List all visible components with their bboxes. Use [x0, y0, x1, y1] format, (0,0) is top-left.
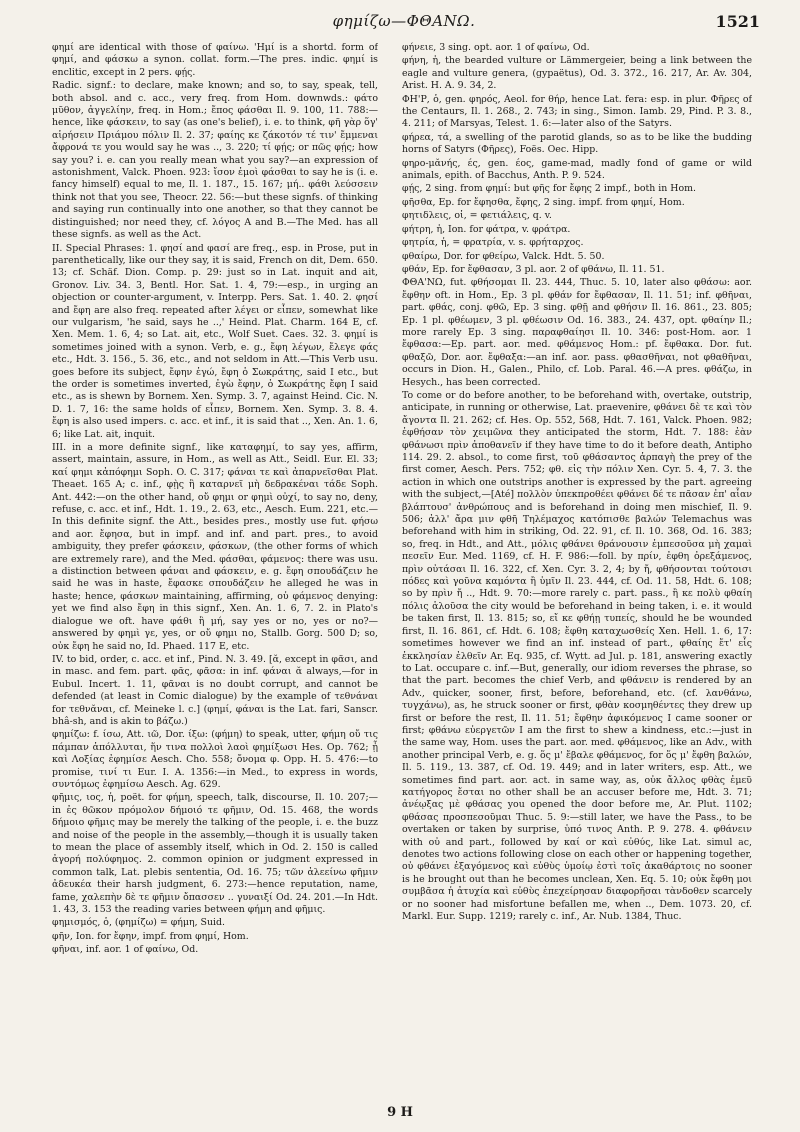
- dictionary-paragraph: To come or do before another, to be beforehand with, overtake, outstrip, anticipate, in running or otherwise, Lat. praevenire, φθάνει δὲ τε καὶ τὸν ἄγοντα Il. 21. 262; cf. Hes. Op. 552, 568, Hdt. 7. 161, Valck. Phoen. 982; ἐφθήσαν τὸν χειμῶνα they anticipated the storm, Hdt. 7. 188: ἐὰν φθάνωσι πρὶν ἀποθανεῖν if they have time to do it before death, Antipho 114. 29. 2. absol., to come first, τοῦ φθάσαντος ἁρπαγὴ the prey of the first comer, Aesch. Pers. 752; φθ. εἰς τὴν πόλιν Xen. Cyr. 5. 4, 7. 3. the action in which one outstrips another is expressed by the part. agreeing with the subject,—[Até] πολλὸν ὑπεκπροθέει φθάνει δέ τε πᾶσαν ἐπ' αἶαν βλάπτουσ' ἀνθρώπους and is beforehand in doing men mischief, Il. 9. 506; ἀλλ' ἄρα μιν φθῆ Τηλέμαχος κατόπισθε βαλών Telemachus was beforehand with him in striking, Od. 22. 91, cf. Il. 10. 368, Od. 16. 383; so, freq. in Hdt., and Att., μόλις φθάνει θράνουσιν ἐμπεσοῦσα μὴ χαμαὶ πεσεῖν Eur. Med. 1169, cf. H. F. 986:—foll. by πρίν, ἐφθη ὀρεξάμενος, πρὶν οὐτάσαι Il. 16. 322, cf. Xen. Cyr. 3. 2, 4; by ἤ, φθήσονται τούτοισι πόδες καὶ γοῦνα καμόντα ἢ ὑμῖν Il. 23. 444, cf. Od. 11. 58, Hdt. 6. 108; so by πρὶν ἤ .., Hdt. 9. 70:—more rarely c. part. pass., ἢ κε πολὺ φθαίη πόλις ἁλοῦσα the city would be beforehand in being taken, i. e. it would be taken first, Il. 13. 815; so, εἴ κε φθήῃ τυπείς, should he be wounded first, Il. 16. 861, cf. Hdt. 6. 108; ἔφθη καταχωσθείς Xen. Hell. 1. 6, 17: sometimes however we find an inf. instead of part., φθαίης ἔτ' εἷς ἐκκλησίαν ἐλθεῖν Ar. Eq. 935, cf. Wytt. ad Jul. p. 181, answering exactly to Lat. occupare c. inf.—But, generally, our idiom reverses the phrase, so that the part. becomes the chief Verb, and φθάνειν is rendered by an Adv., quicker, sooner, first, before, beforehand, etc. (cf. λανθάνω, τυγχάνω), as, he struck sooner or first, φθὰν κοσμηθέντες they drew up first or before the rest, Il. 11. 51; ἔφθην ἀφικόμενος I came sooner or first; φθάνω εὐεργετῶν I am the first to shew a kindness, etc.:—just in the same way, Hom. uses the part. aor. med. φθάμενος, like an Adv., with another principal Verb, e. g. ὅς μ' ἔβαλε φθάμενος, for ὅς μ' ἔφθη βαλών, Il. 5. 119., 13. 387, cf. Od. 19. 449; and in later writers, esp. Att., we sometimes find part. aor. act. in same way, as, οὐκ ἄλλος φθὰς ἐμεῦ κατήγορος ἔσται no other shall be an accuser before me, Hdt. 3. 71; ἀνέῳξας μὲ φθάσας you opened the door before me, Ar. Plut. 1102; φθάσας προσπεσοῦμαι Thuc. 5. 9:—still later, we have the Pass., to be overtaken or taken by surprise, ὑπό τινος Anth. P. 9. 278. 4. φθάνειν with οὐ and part., followed by καί or καὶ εὐθύς, like Lat. simul ac, denotes two actions following close on each other or happening together, οὐ φθάνει ἐξαγόμενος καὶ εὐθὺς ὑμοίῳ ἐστὶ τοῖς ἀκαθάρτοις no sooner is he brought out than he becomes unclean, Xen. Eq. 5. 10; οὐκ ἔφθη μοι συμβᾶσα ἡ ἀτυχία καὶ εὐθὺς ἐπεχείρησαν διαφορῆσαι τὰνδοθεν scarcely or no sooner had misfortune befallen me, when .., Dem. 1073. 20, cf. Markl. Eur. Supp. 1219; rarely c. inf., Ar. Nub. 1384, Thuc.: [402, 389, 752, 923]
- dictionary-paragraph: II. Special Phrases: 1. φησί and φασί are freq., esp. in Prose, put in parenthetically, like our they say, it is said, French on dit, Dem. 650. 13; cf. Schäf. Dion. Comp. p. 29: just so in Lat. inquit and ait, Gronov. Liv. 34. 3, Bentl. Hor. Sat. 1. 4, 79:—esp., in urging an objection or counter-argument, v. Interpp. Pers. Sat. 1. 40. 2. φησί and ἔφη are also freq. repeated after λέγει or εἶπεν, somewhat like our vulgarism, 'he said, says he ..,' Heind. Plat. Charm. 164 E, cf. Xen. Mem. 1. 6, 4; so Lat. ait, etc., Wolf Suet. Caes. 32. 3. φημί is sometimes joined with a synon. Verb, e. g., ἔφη λέγων, ἔλεγε φάς etc., Hdt. 3. 156., 5. 36, etc., and not seldom in Att.—This Verb usu. goes before its subject, ἔφην ἐγώ, ἔφη ὁ Σωκράτης, said I etc., but the order is sometimes inverted, ἐγὼ ἔφην, ὁ Σωκράτης ἔφη I said etc., as is shewn by Bornem. Xen. Symp. 3. 7, against Heind. Cic. N. D. 1. 7, 16: the same holds of εἶπεν, Bornem. Xen. Symp. 3. 8. 4. ἔφη is also used impers. c. acc. et inf., it is said that .., Xen. An. 1. 6, 6; like Lat. ait, inquit.: [52, 242, 378, 440]
- dictionary-paragraph: φητιδλεις, οἱ, = φετιάλεις, q. v.: [402, 210, 552, 222]
- dictionary-paragraph: φημισμός, ὁ, (φημίζω) = φήμη, Suid.: [52, 917, 225, 929]
- left-column: [52, 42, 378, 1092]
- dictionary-paragraph: φήτρη, ἡ, Ion. for φάτρα, v. φράτρα.: [402, 223, 571, 235]
- right-column: [402, 42, 752, 1092]
- dictionary-paragraph: φῆν, Ion. for ἔφην, impf. from φημί, Hom.: [52, 930, 249, 942]
- signature-mark: 9 H: [387, 1105, 413, 1120]
- dictionary-paragraph: ΦΗ'Ρ, ὁ, gen. φηρός, Aeol. for θήρ, hence Lat. fera: esp. in plur. Φῆρες of the Centaurs, Il. 1. 268., 2. 743; in sing., Simon. Iamb. 29, Pind. P. 3. 8., 4. 211; of Marsyas, Telest. 1. 6:—later also of the Satyrs.: [402, 93, 752, 130]
- dictionary-paragraph: φητρία, ἡ, = φρατρία, v. s. φρήταρχος.: [402, 237, 584, 249]
- dictionary-paragraph: φῆμις, ιος, ἡ, poët. for φήμη, speech, talk, discourse, Il. 10. 207;— in ἐς θῶκον πρόμολον δήμοιό τε φῆμιν, Od. 15. 468, the words δήμοιο φῆμις may be merely the talking of the people, i. e. the buzz and noise of the people in the assembly,—though it is usually taken to mean the place of assembly itself, which in Od. 2. 150 is called ἀγορή πολύφημος. 2. common opinion or judgment expressed in common talk, Lat. plebis sententia, Od. 16. 75; τῶν ἀλεείνω φῆμιν ἀδευκέα their harsh judgment, 6. 273:—hence reputation, name, fame, χαλεπὴν δὲ τε φῆμιν ὄπασσεν .. γυναιξί Od. 24. 201.—In Hdt. 1. 43, 3. 153 the reading varies between φήμη and φῆμις.: [52, 792, 378, 916]
- running-head: φημίζω—ΦΘΑΝΩ.: [332, 12, 476, 30]
- dictionary-paragraph: φημίζω: f. ίσω, Att. ιῶ, Dor. ίξω: (φήμη) to speak, utter, φήμη οὔ τις πάμπαν ἀπόλλυται, ἥν τινα πολλοὶ λαοὶ φημίξωσι Hes. Op. 762; ᾗ καὶ Λοξίας ἐφημίσε Aesch. Cho. 558; ὄνομα φ. Opp. H. 5. 476:—to promise, τινί τι Eur. I. A. 1356:—in Med., to express in words, συντόμως ἐφημίσω Aesch. Ag. 629.: [52, 729, 378, 790]
- dictionary-paragraph: φήνειε, 3 sing. opt. aor. 1 of φαίνω, Od.: [402, 42, 590, 53]
- dictionary-paragraph: φθάν, Ep. for ἔφθασαν, 3 pl. aor. 2 of φθάνω, Il. 11. 51.: [402, 263, 665, 275]
- dictionary-paragraph: φήρεα, τά, a swelling of the parotid glands, so as to be like the budding horns of Satyrs (Φῆρες), Foës. Oec. Hipp.: [402, 131, 752, 156]
- dictionary-paragraph: φθαίρω, Dor. for φθείρω, Valck. Hdt. 5. 50.: [402, 250, 605, 262]
- page-header: [48, 8, 760, 38]
- dictionary-paragraph: φηρο-μᾰνής, ές, gen. έος, game-mad, madly fond of game or wild animals, epith. of Bacchus, Anth. P. 9. 524.: [402, 157, 752, 182]
- page-number: 1521: [715, 12, 760, 31]
- dictionary-paragraph: Radic. signf.: to declare, make known; and so, to say, speak, tell, both absol. and c. acc., very freq. from Hom. downwds.: φάτο μῦθον, ἀγγελίην, freq. in Hom.; ἔπος φάσθαι Il. 9. 100, 11. 788:—hence, like φάσκειν, to say (as one's belief), i. e. to think, φῆ γὰρ ὅγ' αἱρήσειν Πριάμου πόλιν Il. 2. 37; φαίης κε ζάκοτόν τέ τιν' ἔμμεναι ἄφρονά τε you would say he was .., 3. 220; τί φῄς; or πῶς φῄς; how say you? i. e. can you really mean what you say?—an expression of astonishment, Valck. Phoen. 923: ἴσον ἐμοὶ φάσθαι to say he is (i. e. fancy himself) equal to me, Il. 1. 187., 15. 167; μή.. φάθι λεύσσειν think not that you see, Theocr. 22. 56:—but these signfs. of thinking and saying run continually into one another, so that they cannot be distinguished; nor need they, cf. λόγος A and B.—The Med. has all these signfs. as well as the Act.: [52, 80, 378, 241]
- dictionary-paragraph: φημί are identical with those of φαίνω. 'Ημί is a shortd. form of φημί, and φάσκω a synon. collat. form.—The pres. indic. φημί is enclitic, except in 2 pers. φῄς.: [52, 42, 378, 78]
- dictionary-paragraph: ΦΘΑ'ΝΩ, fut. φθήσομαι Il. 23. 444, Thuc. 5. 10, later also φθάσω: aor. ἔφθην oft. in Hom., Ep. 3 pl. φθάν for ἔφθασαν, Il. 11. 51; inf. φθῆναι, part. φθάς, conj. φθῶ, Ep. 3 sing. φθῇ and φθήσιν Il. 16. 861., 23. 805; Ep. 1 pl. φθέωμεν, 3 pl. φθέωσιν Od. 16. 383., 24. 437, opt. φθαίην Il.; more rarely Ep. 3 sing. παραφθαίησι Il. 10. 346: post-Hom. aor. 1 ἔφθασα:—Ep. part. aor. med. φθάμενος Hom.: pf. ἔφθακα. Dor. fut. φθαξῶ, Dor. aor. ἔφθαξα:—an inf. aor. pass. φθασθῆναι, not φθαθῆναι, occurs in Dion. H., Galen., Philo, cf. Lob. Paral. 46.—A pres. φθάζω, in Hesych., has been corrected.: [402, 277, 752, 388]
- dictionary-paragraph: φῆσθα, Ep. for ἔφησθα, ἔφης, 2 sing. impf. from φημί, Hom.: [402, 196, 685, 208]
- dictionary-paragraph: III. in a more definite signf., like καταφημί, to say yes, affirm, assert, maintain, assure, in Hom., as well as Att., Seidl. Eur. El. 33; καί φημι κἀπόφημι Soph. O. C. 317; φάναι τε καὶ ἀπαρνεῖσθαι Plat. Theaet. 165 A; c. inf., φῂς ἢ καταρνεῖ μὴ δεδρακέναι τάδε Soph. Ant. 442:—on the other hand, οὔ φημι or φημὶ οὐχί, to say no, deny, refuse, c. acc. et inf., Hdt. 1. 19., 2. 63, etc., Aesch. Eum. 221, etc.—In this definite signf. the Att., besides pres., mostly use fut. φήσω and aor. ἔφησα, but in impf. and inf. and part. pres., to avoid ambiguity, they prefer φάσκειν, φάσκων, (the other forms of which are extremely rare), and the Med. φάσθαι, φάμενος: there was usu. a distinction between φάναι and φάσκειν, e. g. ἔφη σπουδάζειν he said he was in haste, ἔφασκε σπουδάζειν he alleged he was in haste; hence, φάσκων maintaining, affirming, οὐ φάμενος denying: yet we find also ἔφη in this signf., Xen. An. 1. 6, 7. 2. in Plato's dialogue we oft. have φάθι ἢ μή, say yes or no, yes or no?—answered by φημὶ γε, yes, or οὔ φημι no, Stallb. Gorg. 500 D; so, οὐκ ἔφη he said no, Id. Phaed. 117 E, etc.: [52, 442, 378, 652]
- dictionary-paragraph: φῆναι, inf. aor. 1 of φαίνω, Od.: [52, 944, 199, 956]
- dictionary-paragraph: φήνη, ἡ, the bearded vulture or Lämmergeier, being a link between the eagle and vulture genera, (gypaëtus), Od. 3. 372., 16. 217, Ar. Av. 304, Arist. H. A. 9. 34, 2.: [402, 55, 752, 92]
- dictionary-paragraph: IV. to bid, order, c. acc. et inf., Pind. N. 3. 49. [ᾰ, except in φᾶσι, and in masc. and fem. part. φᾱς, φᾶσα: in inf. φάναι ᾰ always,—for in Eubul. Incert. 1. 11, φᾶναι is no doubt corrupt, and cannot be defended (at least in Comic dialogue) by the example of τεθνάναι for τεθνᾰναι, cf. Meineke l. c.] (φημί, φάναι is the Lat. fari, Sanscr. bhâ-sh, and is akin to βάζω.): [52, 653, 378, 727]
- dictionary-paragraph: φῄς, 2 sing. from φημί: but φῆς for ἔφης 2 impf., both in Hom.: [402, 183, 696, 195]
